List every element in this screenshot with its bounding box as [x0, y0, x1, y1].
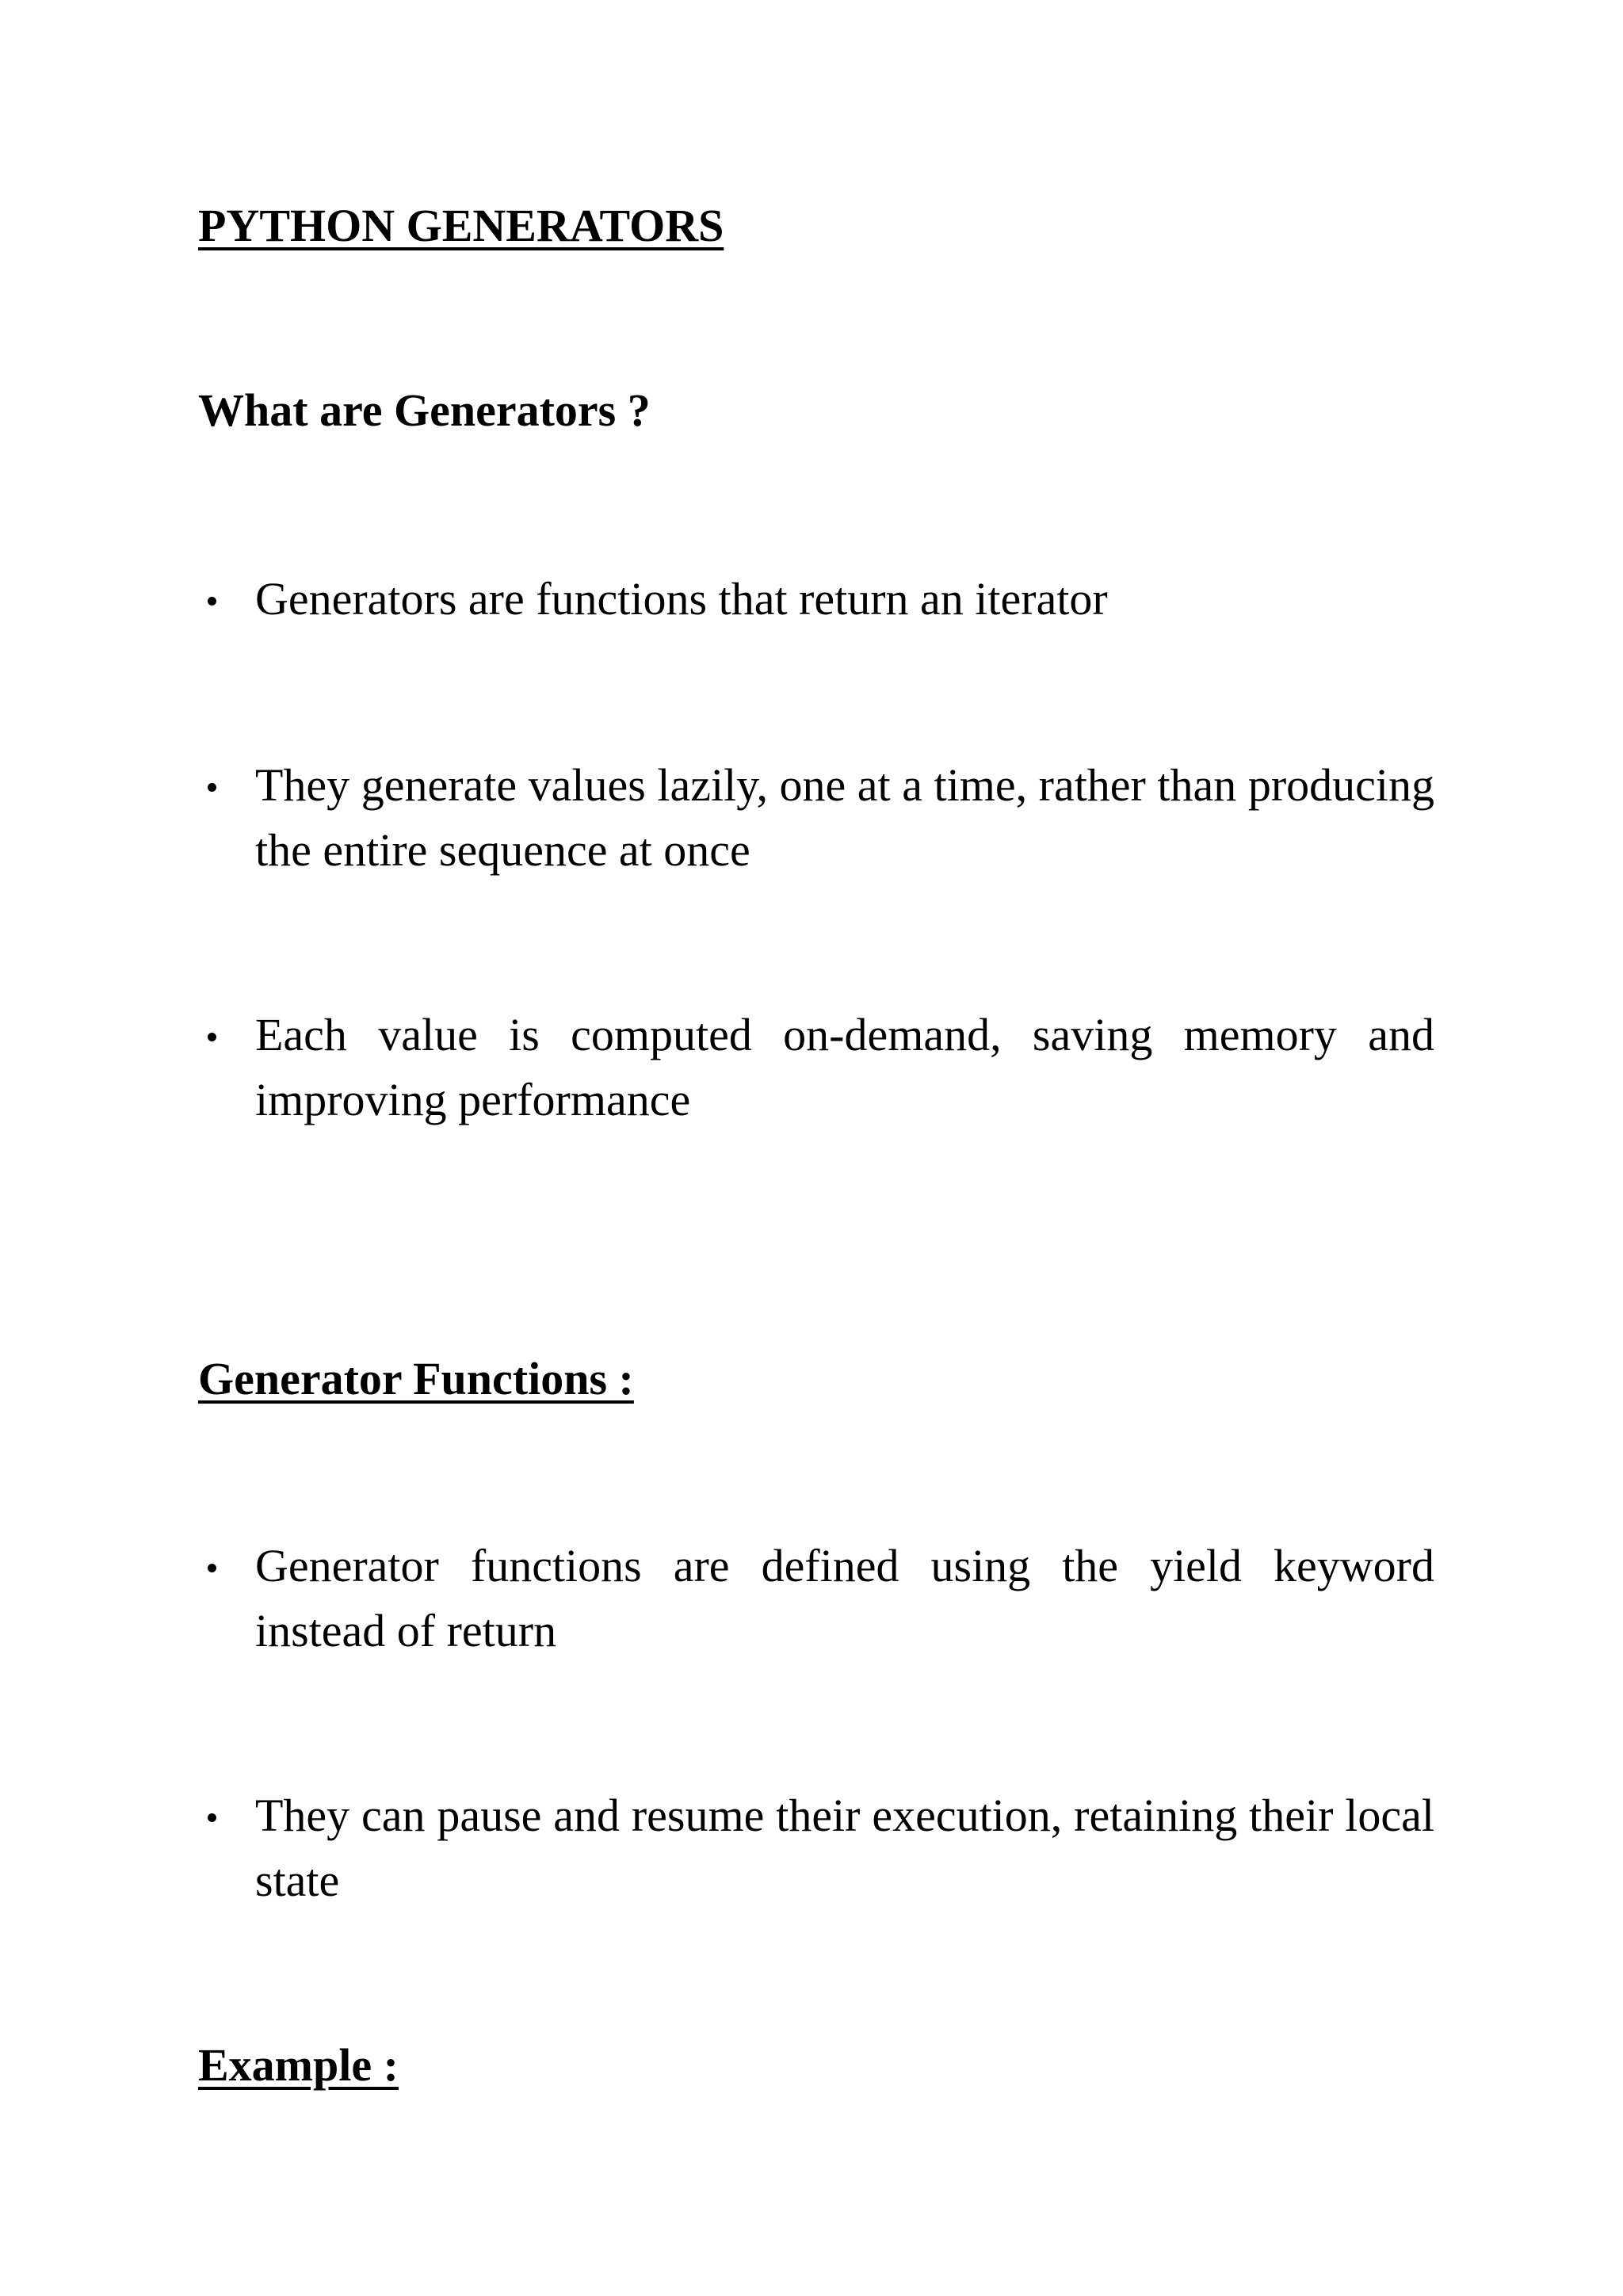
list-item [198, 753, 1434, 883]
section-heading-example: Example : [198, 2039, 399, 2091]
bullet-icon [208, 1813, 216, 1822]
list-item-text: Each value is computed on-demand, saving memory and improving performance [255, 1009, 1434, 1125]
section-heading-generator-functions: Generator Functions : [198, 1353, 634, 1404]
bullet-icon [208, 783, 216, 792]
list-item [198, 567, 1434, 632]
list-item [198, 1003, 1434, 1133]
list-item [198, 1783, 1434, 1913]
list-item-text: They can pause and resume their execution, retaining their local state [255, 1790, 1434, 1906]
bullet-icon [208, 1564, 216, 1572]
list-item-text: They generate values lazily, one at a time, rather than producing the entire sequence at once [255, 759, 1434, 876]
page-title: PYTHON GENERATORS [198, 200, 724, 251]
bullet-icon [208, 1033, 216, 1041]
list-item-text: Generator functions are defined using the yield keyword instead of return [255, 1540, 1434, 1656]
list-item [198, 1534, 1434, 1664]
section-heading-what-are-generators: What are Generators ? [198, 384, 651, 436]
bullet-icon [208, 597, 216, 606]
list-item-text: Generators are functions that return an iterator [255, 573, 1108, 625]
